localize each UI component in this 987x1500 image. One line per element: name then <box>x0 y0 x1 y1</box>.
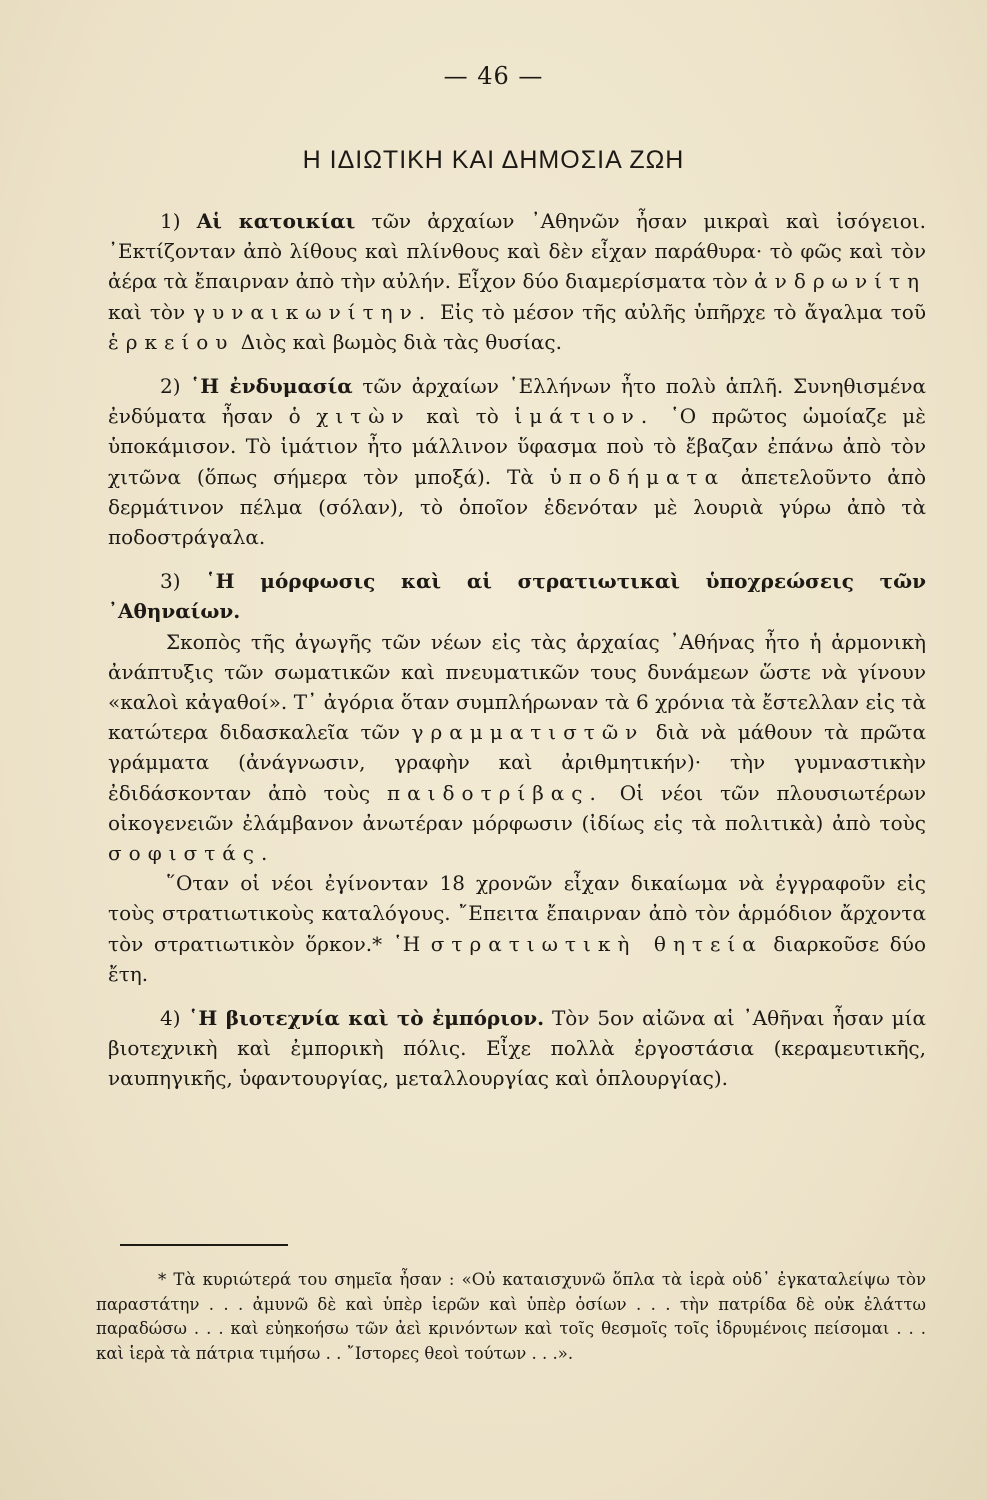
spaced-term: γυναικωνίτην. <box>193 299 433 324</box>
section-heading: ῾Η βιοτεχνία καὶ τὸ ἐμπόριον. <box>188 1006 545 1031</box>
section-3-paragraph-2 <box>108 868 926 989</box>
section-number: 4) <box>160 1006 181 1031</box>
paragraph-text: Σκοπὸς τῆς ἀγωγῆς τῶν νέων εἰς τὰς ἀρχαίας ᾿Αθήνας ἦτο ἡ ἁρμονικὴ ἀνάπτυξις τῶν σωματικῶν καὶ πνευματικῶν τους δυνάμεων ὥστε νὰ γίνουν «καλοὶ κἀγαθοί». Τ᾿ ἀγόρια ὅταν συμπλήρωναν τὰ 6 χρόνια τὰ ἔστελλαν εἰς τὰ κατώτερα διδασκαλεῖα τῶν <box>108 629 926 745</box>
section-1-paragraph <box>108 206 926 357</box>
section-2-paragraph <box>108 371 926 552</box>
section-3-paragraph-1 <box>108 627 926 869</box>
footnote-marker: * <box>158 1270 167 1289</box>
paragraph-text: ῾Ο πρῶτος ὡμοίαζε μὲ ὑποκάμισον. Τὸ ἱμάτιον ἦτο μάλλινον ὕφασμα ποὺ τὸ ἔβαζαν ἐπάνω ἀπὸ τὸν χιτῶνα (ὅπως σήμερα τὸν μποξά). Τὰ <box>108 404 926 489</box>
spaced-term: χιτὼν <box>316 404 411 429</box>
paragraph-text: διὰ νὰ μάθουν τὰ πρῶτα γράμματα (ἀνάγνωσιν, γραφὴν καὶ ἀριθμητικήν)· τὴν γυμναστικὴν ἐδιδάσκονταν ἀπὸ τοὺς <box>108 720 926 805</box>
section-heading: ῾Η ἐνδυμασία <box>190 374 353 399</box>
spaced-term: σοφιστάς. <box>108 841 275 866</box>
section-number: 3) <box>160 569 181 594</box>
spaced-term: γραμματιστῶν <box>411 720 645 745</box>
paragraph-text: Οἱ νέοι τῶν πλουσιωτέρων οἰκογενειῶν ἐλάμβανον ἀνωτέραν μόρφωσιν (ἰδίως εἰς τὰ πολιτικὰ) ἀπὸ τοὺς <box>108 780 926 835</box>
paragraph-text: τῶν ἀρχαίων ᾿Αθηνῶν ἦσαν μικραὶ καὶ ἰσόγειοι. ᾿Εκτίζονταν ἀπὸ λίθους καὶ πλίνθους καὶ δὲν εἶχαν παράθυρα· τὸ φῶς καὶ τὸν ἀέρα τὰ ἔπαιρναν ἀπὸ τὴν αὐλήν. Εἶχον δύο διαμερίσματα τὸν <box>108 209 927 294</box>
spaced-term: ἑρκείου <box>108 329 235 354</box>
footnote <box>96 1268 926 1366</box>
spaced-term: ἀνδρωνίτη <box>754 269 926 294</box>
paragraph-text: Διὸς καὶ βωμὸς διὰ τὰς θυσίας. <box>234 329 562 354</box>
spaced-term: ὑποδήματα <box>549 464 726 489</box>
footnote-divider <box>120 1244 288 1246</box>
paragraph-text: καὶ τὸν <box>108 299 194 324</box>
section-heading: Αἱ κατοικίαι <box>196 209 356 233</box>
footnote-text: Τὰ κυριώτερά του σημεῖα ἦσαν : «Οὐ καταισχυνῶ ὅπλα τὰ ἱερὰ οὐδ᾿ ἐγκαταλείψω τὸν παραστάτην . . . ἀμυνῶ δὲ καὶ ὑπὲρ ἱερῶν καὶ ὑπὲρ ὁσίων . . . τὴν πατρίδα δὲ οὐκ ἐλάττω παραδώσω . . . καὶ εὐηκοήσω τῶν ἀεὶ κρινόντων καὶ τοῖς θεσμοῖς τοῖς ἱδρυμένοις πείσομαι . . . καὶ ἱερὰ τὰ πάτρια τιμήσω . . ῎Ιστορες θεοὶ τούτων . . .». <box>96 1270 926 1363</box>
spaced-term: ἱμάτιον. <box>514 404 655 429</box>
section-4-paragraph <box>108 1003 926 1094</box>
spaced-term: παιδοτρίβας. <box>387 780 603 805</box>
section-3-heading-line <box>108 566 926 626</box>
body-text <box>108 206 926 1108</box>
paragraph-text: ἀπετελοῦντο ἀπὸ δερμάτινον πέλμα (σόλαν), τὸ ὁποῖον ἐδενόταν μὲ λουριὰ γύρω ἀπὸ τὰ ποδοστράγαλα. <box>108 464 926 550</box>
paragraph-text: Τὸν 5ον αἰῶνα αἱ ᾿Αθῆναι ἦσαν μία βιοτεχνικὴ καὶ ἐμπορικὴ πόλις. Εἶχε πολλὰ ἐργοστάσια (κεραμευτικῆς, ναυπηγικῆς, ὑφαντουργίας, μεταλλουργίας καὶ ὁπλουργίας). <box>108 1006 927 1091</box>
paragraph-text: Εἰς τὸ μέσον τῆς αὐλῆς ὑπῆρχε τὸ ἄγαλμα τοῦ <box>432 299 927 324</box>
spaced-term: στρατιωτικὴ θητεία <box>430 931 763 956</box>
paragraph-text: ῞Οταν οἱ νέοι ἐγίνονταν 18 χρονῶν εἶχαν δικαίωμα νὰ ἐγγραφοῦν εἰς τοὺς στρατιωτικοὺς καταλόγους. ῎Επειτα ἔπαιρναν ἀπὸ τὸν ἁρμόδιον ἄρχοντα τὸν στρατιωτικὸν ὅρκον.* ῾Η <box>108 871 926 956</box>
paragraph-text: διαρκοῦσε δύο ἔτη. <box>108 931 926 986</box>
section-heading: ῾Η μόρφωσις καὶ αἱ στρατιωτικαὶ ὑποχρεώσεις τῶν ᾿Αθηναίων. <box>108 569 927 624</box>
page-number: — 46 — <box>443 62 544 90</box>
paragraph-text: καὶ τὸ <box>410 404 515 429</box>
section-number: 1) <box>160 209 181 233</box>
section-number: 2) <box>160 374 181 399</box>
chapter-title: Η ΙΔΙΩΤΙΚΗ ΚΑΙ ΔΗΜΟΣΙΑ ΖΩΗ <box>302 146 685 174</box>
paragraph-text: τῶν ἀρχαίων ῾Ελλήνων ἦτο πολὺ ἁπλῆ. Συνηθισμένα ἐνδύματα ἦσαν ὁ <box>108 374 926 429</box>
